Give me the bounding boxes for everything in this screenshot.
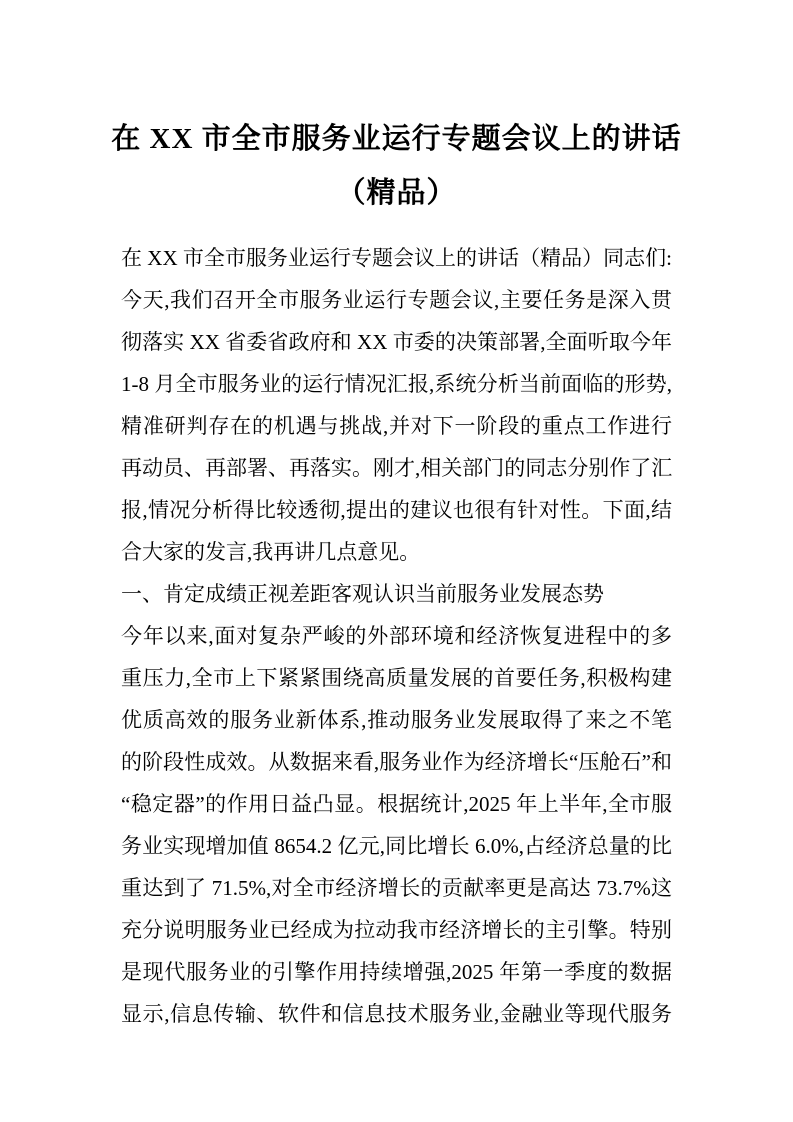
text-line: 显示,信息传输、软件和信息技术服务业,金融业等现代服务 (121, 1002, 672, 1026)
text-line: 在 XX 市全市服务业运行专题会议上的讲话（精品）同志们: (121, 246, 672, 270)
text-line: 彻落实 XX 省委省政府和 XX 市委的决策部署,全面听取今年 (121, 330, 672, 354)
text-line: 是现代服务业的引擎作用持续增强,2025 年第一季度的数据 (121, 960, 672, 984)
text-line: 精准研判存在的机遇与挑战,并对下一阶段的重点工作进行 (121, 414, 672, 438)
text-line: 今年以来,面对复杂严峻的外部环境和经济恢复进程中的多 (121, 624, 672, 648)
text-line: 今天,我们召开全市服务业运行专题会议,主要任务是深入贯 (121, 288, 672, 312)
document-title (0, 0, 793, 220)
text-line: 重达到了 71.5%,对全市经济增长的贡献率更是高达 73.7%这 (121, 876, 672, 900)
text-line: 的阶段性成效。从数据来看,服务业作为经济增长“压舱石”和 (121, 750, 672, 774)
text-line: 一、肯定成绩正视差距客观认识当前服务业发展态势 (121, 582, 604, 606)
text-line: “稳定器”的作用日益凸显。根据统计,2025 年上半年,全市服 (121, 792, 672, 816)
text-line: 1-8 月全市服务业的运行情况汇报,系统分析当前面临的形势, (121, 372, 672, 396)
text-line: 报,情况分析得比较透彻,提出的建议也很有针对性。下面,结 (121, 498, 672, 522)
text-line: 重压力,全市上下紧紧围绕高质量发展的首要任务,积极构建 (121, 666, 672, 690)
text-line: 务业实现增加值 8654.2 亿元,同比增长 6.0%,占经济总量的比 (121, 834, 672, 858)
text-line: 合大家的发言,我再讲几点意见。 (121, 540, 421, 564)
document-title-line-2: （精品） (336, 177, 457, 209)
text-line: 再动员、再部署、再落实。刚才,相关部门的同志分别作了汇 (121, 456, 673, 480)
text-line: 优质高效的服务业新体系,推动服务业发展取得了来之不笔 (121, 708, 672, 732)
document-body (121, 237, 672, 1035)
document-title-line-1: 在 XX 市全市服务业运行专题会议上的讲话 (111, 123, 682, 155)
text-line: 充分说明服务业已经成为拉动我市经济增长的主引擎。特别 (121, 918, 672, 942)
